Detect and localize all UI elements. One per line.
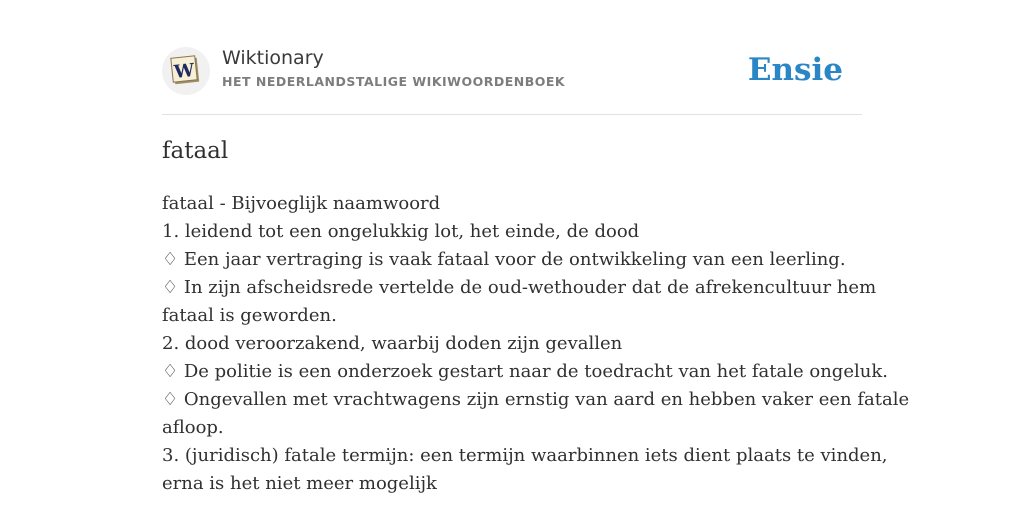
ensie-brand-logo[interactable]: Ensie bbox=[747, 52, 843, 88]
svg-text:W: W bbox=[173, 59, 196, 83]
definition-line: afloop. bbox=[162, 417, 224, 438]
entry-definition bbox=[162, 190, 910, 498]
definition-line: fataal - Bijvoeglijk naamwoord bbox=[162, 193, 441, 214]
wiktionary-logo-icon[interactable] bbox=[162, 47, 210, 95]
definition-line: erna is het niet meer mogelijk bbox=[162, 473, 437, 494]
definition-line: fataal is geworden. bbox=[162, 305, 337, 326]
definition-line: ♢ De politie is een onderzoek gestart naar de toedracht van het fatale ongeluk. bbox=[162, 361, 888, 382]
definition-line: ♢ Een jaar vertraging is vaak fataal voor de ontwikkeling van een leerling. bbox=[162, 249, 846, 270]
definition-line: ♢ Ongevallen met vrachtwagens zijn ernstig van aard en hebben vaker een fatale bbox=[162, 389, 910, 410]
site-name[interactable]: Wiktionary bbox=[222, 47, 324, 69]
site-header bbox=[162, 44, 862, 115]
site-subtitle: HET NEDERLANDSTALIGE WIKIWOORDENBOEK bbox=[222, 74, 566, 89]
definition-line: ♢ In zijn afscheidsrede vertelde de oud-wethouder dat de afrekencultuur hem bbox=[162, 277, 877, 298]
definition-line: 2. dood veroorzakend, waarbij doden zijn gevallen bbox=[162, 333, 623, 354]
entry-word-title: fataal bbox=[162, 138, 229, 164]
definition-line: 1. leidend tot een ongelukkig lot, het einde, de dood bbox=[162, 221, 640, 242]
wiktionary-w-tile-icon bbox=[168, 53, 204, 89]
definition-line: 3. (juridisch) fatale termijn: een termijn waarbinnen iets dient plaats te vinden, bbox=[162, 445, 888, 466]
